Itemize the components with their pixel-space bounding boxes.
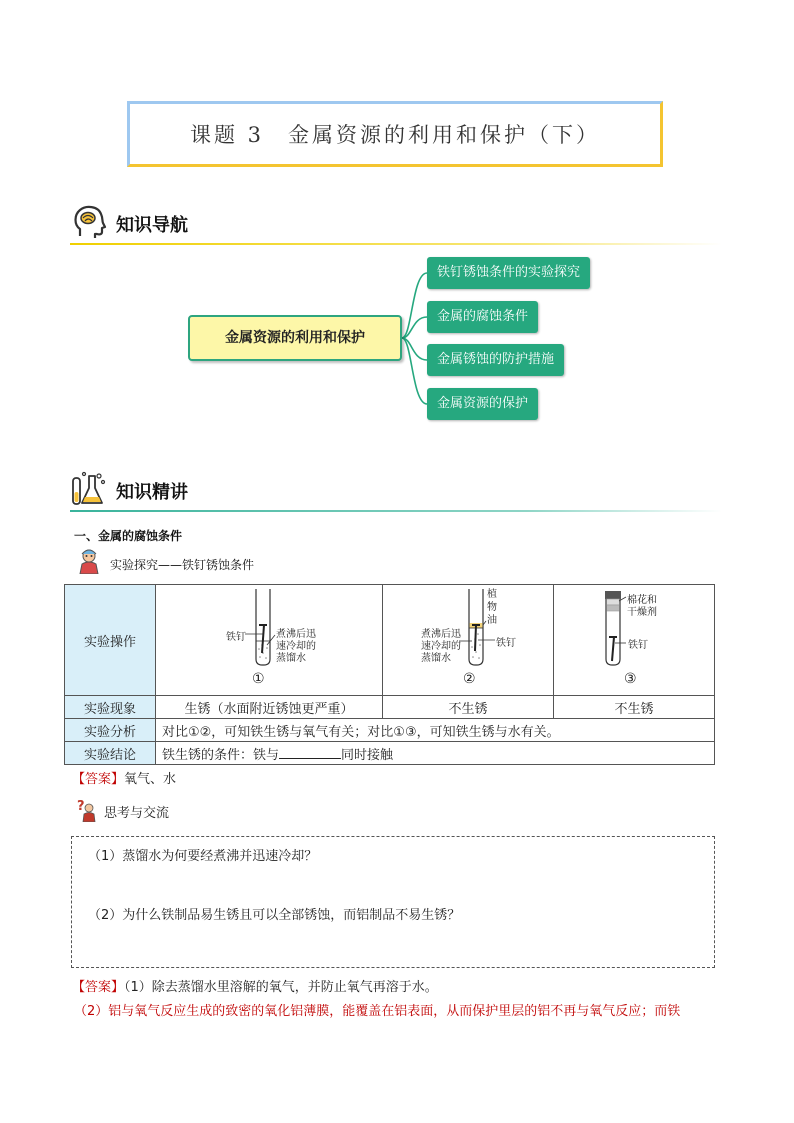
think-question-1: （1）蒸馏水为何要经煮沸并迅速冷却？: [88, 849, 318, 864]
section-title-lecture: 知识精讲: [116, 482, 188, 503]
phenomenon-tube-3: 不生锈: [554, 696, 715, 719]
tube-2-label-water: 煮沸后迅 速冷却的 蒸馏水: [421, 629, 461, 664]
mindmap-node-experiment: 铁钉锈蚀条件的实验探究: [427, 257, 590, 289]
experiment-title: 实验探究——铁钉锈蚀条件: [110, 558, 255, 572]
row-label-phenomenon: 实验现象: [65, 696, 156, 719]
tube-2-number: ②: [463, 671, 476, 687]
tube-1-label-nail: 铁钉: [226, 632, 246, 643]
analysis-text: 对比①②，可知铁生锈与氧气有关；对比①③，可知铁生锈与水有关。: [156, 719, 715, 742]
conclusion-text: 铁生锈的条件：铁与 同时接触: [156, 742, 715, 765]
tube-1-number: ①: [252, 671, 265, 687]
tube-2-label-nail: 铁钉: [496, 638, 516, 649]
svg-text:?: ?: [77, 799, 85, 814]
answer-2-line-1: 【答案】（1）除去蒸馏水里溶解的氧气，并防止氧气再溶于水。: [72, 980, 438, 995]
mindmap-node-protection-measures: 金属锈蚀的防护措施: [427, 344, 564, 376]
mindmap-node-corrosion-conditions: 金属的腐蚀条件: [427, 301, 538, 333]
section-header-lecture: [70, 470, 722, 510]
row-label-analysis: 实验分析: [65, 719, 156, 742]
tube-3-number: ③: [624, 671, 637, 687]
mindmap-node-resource-protection: 金属资源的保护: [427, 388, 538, 420]
table-row: [65, 719, 715, 742]
mindmap-root-node: 金属资源的利用和保护: [188, 315, 402, 361]
phenomenon-tube-1: 生锈（水面附近锈蚀更严重）: [156, 696, 383, 719]
answer-2-line-2: （2）铝与氧气反应生成的致密的氧化铝薄膜，能覆盖在铝表面，从而保护里层的铝不再与氧气反应；而铁: [74, 1004, 681, 1019]
experiment-table: [64, 584, 715, 765]
section-title-navigation: 知识导航: [116, 215, 188, 236]
row-label-operation: 实验操作: [65, 585, 156, 696]
tube-3-label-desiccant: 棉花和 干燥剂: [627, 595, 657, 618]
test-tube-1-diagram: [156, 585, 382, 695]
tube-3-cell: [554, 585, 715, 696]
mindmap-connectors: [0, 0, 794, 450]
section-divider: [70, 510, 722, 512]
tube-2-cell: [383, 585, 554, 696]
scientist-icon: [77, 548, 101, 574]
think-question-2: （2）为什么铁制品易生锈且可以全部锈蚀，而铝制品不易生锈？: [88, 908, 461, 923]
lab-flask-icon: [70, 470, 108, 508]
question-person-icon: [76, 798, 96, 822]
part-heading: 一、金属的腐蚀条件: [74, 529, 183, 543]
table-row: [65, 585, 715, 696]
row-label-conclusion: 实验结论: [65, 742, 156, 765]
lesson-title: 课题 3 金属资源的利用和保护（下）: [189, 123, 601, 147]
tube-1-cell: [156, 585, 383, 696]
tube-1-label-water: 煮沸后迅 速冷却的 蒸馏水: [276, 629, 316, 664]
think-question-box: [71, 836, 715, 968]
conclusion-blank: [279, 746, 341, 759]
answer-1: 【答案】氧气、水: [72, 772, 177, 787]
think-title: 思考与交流: [104, 806, 170, 821]
tube-2-label-oil: 植 物 油: [487, 589, 497, 626]
tube-3-label-nail: 铁钉: [628, 640, 648, 651]
table-row: [65, 742, 715, 765]
table-row: [65, 696, 715, 719]
phenomenon-tube-2: 不生锈: [383, 696, 554, 719]
